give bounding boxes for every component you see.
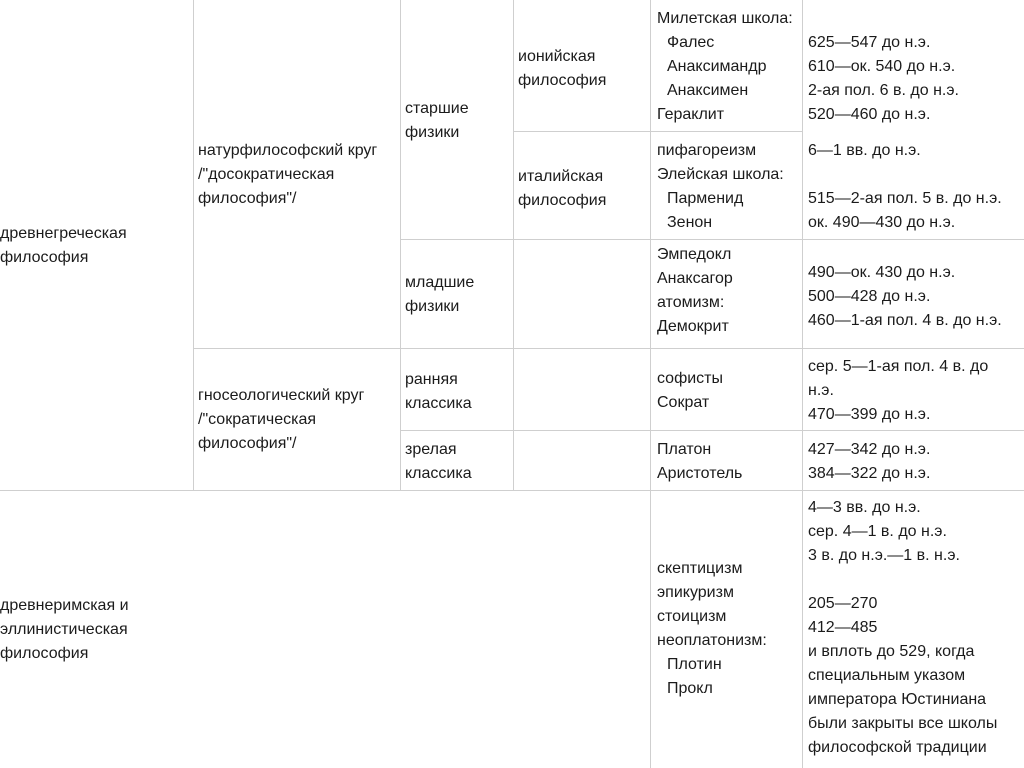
- cell-text: старшие: [405, 100, 469, 117]
- dates-younger-physicists: [808, 261, 1002, 333]
- cell-text: италийская: [518, 168, 604, 185]
- cell-text: Анаксимен: [667, 82, 749, 99]
- branch-italian: [518, 165, 606, 213]
- cell-text: Аристотель: [657, 465, 743, 482]
- cell-text: эллинистическая: [0, 621, 128, 638]
- group-early-classics: [405, 368, 472, 416]
- cell-text: 427—342 до н.э.: [808, 441, 931, 458]
- cell-text: Демокрит: [657, 318, 729, 335]
- cell-text: ок. 490—430 до н.э.: [808, 214, 956, 231]
- cell-text: ионийская: [518, 48, 596, 65]
- period-ancient-greek: [0, 222, 127, 270]
- grid-line: [0, 490, 1024, 491]
- cell-text: были закрыты все школы: [808, 715, 998, 732]
- cell-text: сер. 5—1-ая пол. 4 в. до: [808, 358, 989, 375]
- cell-text: философской традиции: [808, 739, 987, 756]
- schools-early-classics: [657, 367, 723, 415]
- dates-ionian: [808, 31, 959, 127]
- cell-text: Анаксимандр: [667, 58, 767, 75]
- circle-epistemological: [198, 384, 364, 456]
- cell-text: 500—428 до н.э.: [808, 288, 931, 305]
- cell-text: Анаксагор: [657, 270, 733, 287]
- period-roman-hellenistic: [0, 594, 129, 666]
- grid-line: [400, 0, 401, 490]
- cell-text: зрелая: [405, 441, 457, 458]
- blank-line: [808, 163, 1002, 187]
- grid-line: [802, 0, 803, 768]
- cell-text: древнеримская и: [0, 597, 129, 614]
- schools-mature-classics: [657, 438, 742, 486]
- cell-text: и вплоть до 529, когда: [808, 643, 975, 660]
- cell-text: Гераклит: [657, 106, 725, 123]
- cell-text: эпикуризм: [657, 584, 734, 601]
- grid-line: [513, 131, 803, 132]
- cell-text: 6—1 вв. до н.э.: [808, 142, 921, 159]
- branch-ionian: [518, 45, 606, 93]
- cell-text: гносеологический круг: [198, 387, 365, 404]
- cell-text: неоплатонизм:: [657, 632, 767, 649]
- group-elder-physicists: [405, 97, 469, 145]
- cell-text: /"сократическая: [198, 411, 317, 428]
- cell-text: младшие: [405, 274, 475, 291]
- cell-text: 4—3 вв. до н.э.: [808, 499, 921, 516]
- schools-younger-physicists: [657, 243, 733, 339]
- cell-text: древнегреческая: [0, 225, 127, 242]
- cell-text: 515—2-ая пол. 5 в. до н.э.: [808, 190, 1002, 207]
- grid-line: [513, 0, 514, 490]
- cell-text: классика: [405, 395, 472, 412]
- cell-text: скептицизм: [657, 560, 743, 577]
- cell-text: Парменид: [667, 190, 744, 207]
- circle-natural-philosophy: [198, 139, 377, 211]
- dates-italian: [808, 139, 1002, 235]
- cell-text: философия"/: [198, 190, 297, 207]
- grid-line: [193, 348, 1024, 349]
- blank-line: [808, 568, 997, 592]
- cell-text: Милетская школа:: [657, 10, 793, 27]
- cell-text: 3 в. до н.э.—1 в. н.э.: [808, 547, 960, 564]
- schools-roman-hellenistic: [657, 557, 767, 701]
- cell-text: 470—399 до н.э.: [808, 406, 931, 423]
- cell-text: Платон: [657, 441, 712, 458]
- cell-text: 490—ок. 430 до н.э.: [808, 264, 956, 281]
- cell-text: 205—270: [808, 595, 878, 612]
- grid-line: [400, 430, 1024, 431]
- cell-text: н.э.: [808, 382, 834, 399]
- cell-text: атомизм:: [657, 294, 725, 311]
- cell-text: сер. 4—1 в. до н.э.: [808, 523, 947, 540]
- group-younger-physicists: [405, 271, 474, 319]
- dates-mature-classics: [808, 438, 930, 486]
- cell-text: философия: [518, 192, 607, 209]
- schools-italian: [657, 139, 784, 235]
- cell-text: Прокл: [667, 680, 713, 697]
- cell-text: софисты: [657, 370, 724, 387]
- cell-text: философия"/: [198, 435, 297, 452]
- cell-text: натурфилософский круг: [198, 142, 378, 159]
- dates-roman-hellenistic: [808, 496, 997, 760]
- cell-text: философия: [0, 249, 89, 266]
- cell-text: классика: [405, 465, 472, 482]
- cell-text: физики: [405, 124, 460, 141]
- cell-text: Элейская школа:: [657, 166, 784, 183]
- cell-text: 2-ая пол. 6 в. до н.э.: [808, 82, 959, 99]
- cell-text: 412—485: [808, 619, 878, 636]
- cell-text: физики: [405, 298, 460, 315]
- group-mature-classics: [405, 438, 472, 486]
- cell-text: специальным указом: [808, 667, 966, 684]
- cell-text: 610—ок. 540 до н.э.: [808, 58, 956, 75]
- grid-line: [650, 0, 651, 768]
- cell-text: 520—460 до н.э.: [808, 106, 931, 123]
- cell-text: Эмпедокл: [657, 246, 732, 263]
- cell-text: философия: [0, 645, 89, 662]
- cell-text: Фалес: [667, 34, 715, 51]
- cell-text: Плотин: [667, 656, 722, 673]
- cell-text: 384—322 до н.э.: [808, 465, 931, 482]
- cell-text: 625—547 до н.э.: [808, 34, 931, 51]
- cell-text: /"досократическая: [198, 166, 335, 183]
- cell-text: 460—1-ая пол. 4 в. до н.э.: [808, 312, 1002, 329]
- cell-text: философия: [518, 72, 607, 89]
- grid-line: [400, 239, 1024, 240]
- dates-early-classics: [808, 355, 988, 427]
- cell-text: стоицизм: [657, 608, 727, 625]
- schools-ionian: [657, 7, 793, 127]
- grid-line: [193, 0, 194, 490]
- cell-text: пифагореизм: [657, 142, 757, 159]
- cell-text: Сократ: [657, 394, 710, 411]
- cell-text: Зенон: [667, 214, 713, 231]
- cell-text: императора Юстиниана: [808, 691, 987, 708]
- cell-text: ранняя: [405, 371, 458, 388]
